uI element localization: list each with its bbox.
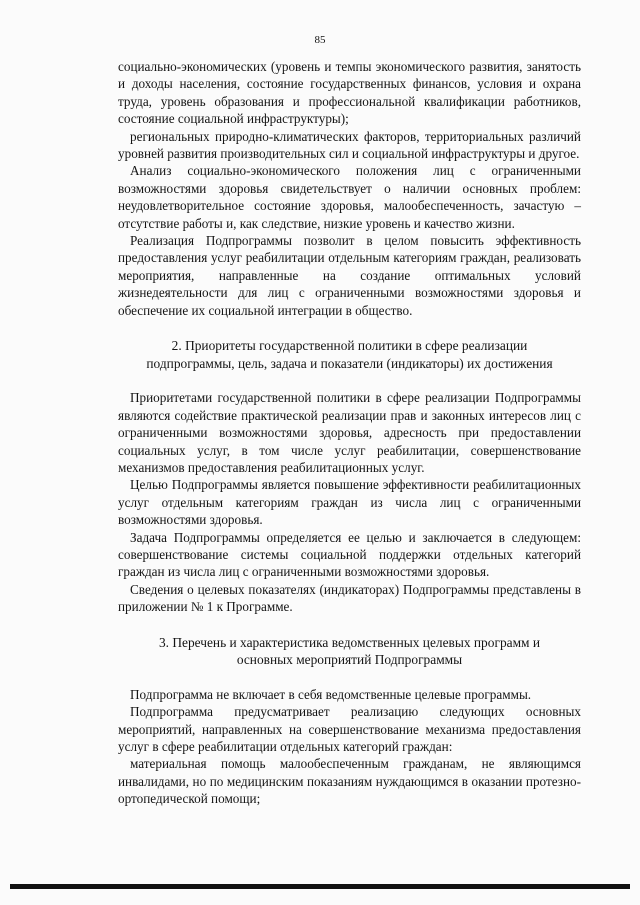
paragraph: Подпрограмма не включает в себя ведомственные целевые программы. <box>130 686 532 702</box>
paragraph: Сведения о целевых показателях (индикаторах) Подпрограммы представлены в приложении № 1 к Программе. <box>118 581 581 615</box>
page-number: 85 <box>314 34 326 46</box>
paragraph: социально-экономических (уровень и темпы экономического развития, занятость и доходы населения, состояние государственных финансов, условия и охрана труда, уровень образования и профессиональной квалификации работников, состояние социальной инфраструктуры); <box>118 59 581 127</box>
paragraph: Анализ социально-экономического положения лиц с ограниченными возможностями здоровья свидетельствует о наличии основных проблем: неудовлетворительное состояние здоровья, малообеспеченность, зачастую – отсутствие работы и, как следствие, низкие уровень и качество жизни. <box>118 163 581 231</box>
paragraph: Целью Подпрограммы является повышение эффективности реабилитационных услуг отдельным категориям граждан из числа лиц с ограниченными возможностями здоровья. <box>118 477 581 528</box>
section-heading-3 <box>118 634 581 669</box>
heading-line: 3. Перечень и характеристика ведомственных целевых программ и <box>158 634 541 650</box>
heading-line: подпрограммы, цель, задача и показатели (индикаторы) их достижения <box>146 355 553 371</box>
paragraph: Подпрограмма предусматривает реализацию следующих основных мероприятий, направленных на совершенствование механизма предоставления услуг в сфере реабилитации отдельных категорий граждан: <box>118 704 581 754</box>
heading-line: основных мероприятий Подпрограммы <box>236 652 463 668</box>
paragraph: Задача Подпрограммы определяется ее целью и заключается в следующем: совершенствование системы социальной поддержки отдельных категорий граждан из числа лиц с ограниченными возможностями здоровья. <box>118 529 581 580</box>
page-body <box>118 58 581 808</box>
paragraph: Реализация Подпрограммы позволит в целом повысить эффективность предоставления услуг реабилитации отдельным категориям граждан, реализовать мероприятия, направленные на создание оптимальных условий жизнедеятельности для лиц с ограниченными возможностями здоровья и обеспечение их социальной интеграции в общество. <box>118 233 581 318</box>
heading-line: 2. Приоритеты государственной политики в сфере реализации <box>171 338 528 354</box>
paragraph: региональных природно-климатических факторов, территориальных различий уровней развития производительных сил и социальной инфраструктуры и другое. <box>118 128 581 162</box>
paragraph: материальная помощь малообеспеченным гражданам, не являющимся инвалидами, но по медицинским показаниям нуждающимся в оказании протезно-ортопедической помощи; <box>118 756 581 807</box>
bottom-scan-border <box>10 884 630 889</box>
paragraph: Приоритетами государственной политики в сфере реализации Подпрограммы являются содействие практической реализации прав и законных интересов лиц с ограниченными возможностями здоровья, адресность при предоставлении социальных услуг, в том числе услуг реабилитации, совершенствование механизмов предоставления реабилитационных услуг. <box>118 390 581 475</box>
section-heading-2 <box>118 337 581 372</box>
